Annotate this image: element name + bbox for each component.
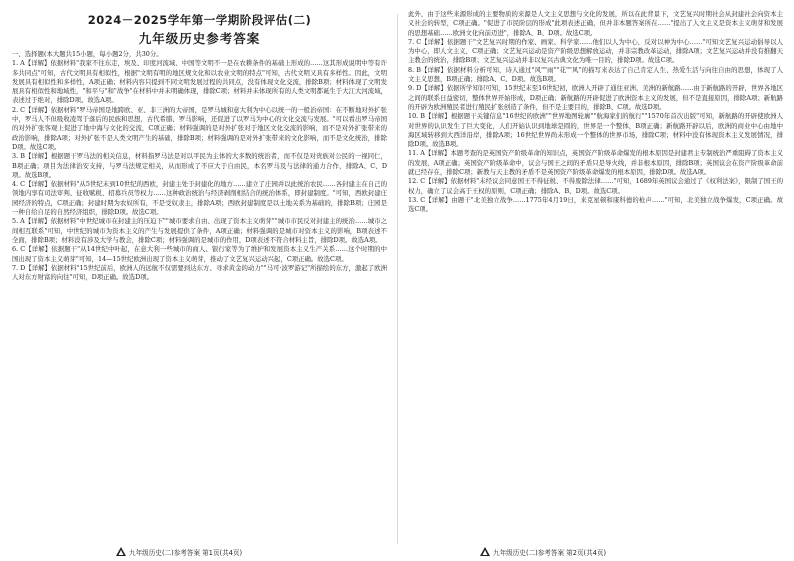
answer-paragraph: 10. B【详解】根据题干关键信息"16世纪的欧洲""世界地图轮廓""航海家们的航行""1570年首次出版"可知，新航路的开辟使欧洲人对世界的认识发生了巨大变化，人们开始认识到地球是圆的，世界是一个整体，B项正确；新航路开辟以后，欧洲的商业中心由地中海区域转移到大西洋沿岸，排除A项；16世纪世界尚未形成一个整体的世界市场，排除C项；材料中没有体现资本主义发展情况，排除D项。故选B项。 xyxy=(408,112,783,149)
answer-paragraph: 4. C【详解】依据材料"从5世纪末到10世纪的西欧，封建主处于封建化的地方……建立了庄园并以此统治农民……各封建主在自己的领地内享有司法审判、征收赋税、招募兵员等权力……这种政治统治与经济剥削相结合的统治体系，即封建制度。"可知，西欧封建庄园经济的特点，C项正确；封建时期为农奴所有，不是受奴隶主，排除A项；西欧封建制度是以土地关系为基础的，排除B项；庄园是一种自给自足的自然经济组织，排除D项。故选C项。 xyxy=(12,180,387,217)
answer-paragraph: 3. B【详解】根据题干罗马法的相关信息，材料指罗马法是对以平民为主体的大多数的统治者，而不仅是对贵族对公民的一视同仁，B项正确；项目为法律治安支持，与罗马法规定相关，从而形成了不应大于自由民，本名罗马及与法律的通力合作，排除A、C、D项。故选B项。 xyxy=(12,152,387,179)
footer-text-left: 九年级历史(二)参考答案 第1页(共4页) xyxy=(129,549,243,557)
answer-paragraph: 此外，由于这些来源形成的主要物质的来源是人文主义思想与文化的发展，所以在此背景下，文艺复兴时期社会从封建社会向资本主义社会的转型，C项正确。"促进了市民阶层的形成"此项表述正确，但并非本题答案所在……"提出了人文主义是资本主义萌芽和发展的思想基础……欧洲文化向前迈进"，排除A、B、D项。故选C项。 xyxy=(408,10,783,37)
answer-paragraph: 2. C【详解】依据材料"罗马帝国是地跨欧、亚、非三洲的大帝国，是罗马城和意大利为中心以统一的一般治帝国：在不断地对外扩张中，罗马人不但吸收凌驾于落后的民族和思想，古代希腊、罗马影响，还促进了以罗马为中心的文化交流与发展。"可以看出罗马帝国的对外扩张客观上促进了地中海与文化的交流，C项正确；材料强调的是对外扩张对于地区文化交流的影响，而不是对外扩张带来的政治影响，排除A项；对外扩张不是人类文明产生的基础，排除B项；材料强调的是对外扩张带来的文化影响，而不是文化统治，排除D项。故选C项。 xyxy=(12,105,387,151)
answer-paragraph: 5. A【详解】依据材料"中世纪城市在封建主的压迫下""城市要求自由、出现了资本主义萌芽""城市市民反对封建主的统治……城市之间相互联系"可知，中世纪的城市为资本主义的产生与发展提供了条件，A项正确；材料强调的是城市对资本主义的影响，B项表述不全面，排除B项；材料没有涉及大学与教会，排除C项；材料强调的是城市的作用，D项表述不符合材料主旨，排除D项。故选A项。 xyxy=(12,217,387,244)
exam-subtitle: 九年级历史参考答案 xyxy=(138,31,261,46)
answer-paragraph: 6. C【详解】依据题干"从14世纪中叶起，在意大利一些城市的商人、银行家等为了维护和发展资本主义生产关系……这个时期的中国出现了资本主义萌芽"可知，14—15世纪欧洲出现了资本主义萌芽，推动了文艺复兴运动兴起，C项正确。故选C项。 xyxy=(12,245,387,263)
page-footer-right xyxy=(480,547,606,558)
section-intro: 一、选择题(本大题共15小题，每小题2分，共30分。 xyxy=(12,50,163,58)
answer-paragraph: 11. A【详解】本题考查的是英国资产阶级革命的知识点，英国资产阶级革命爆发的根本原因是封建君主专制统治严重阻碍了资本主义的发展，A项正确；英国资产阶级革命中，议会与国王之间的矛盾只是导火线，并非根本原因，排除B项；英国议会在资产阶级革命前就已经存在，排除C项；新教与天主教的矛盾不是英国资产阶级革命爆发的根本原因，排除D项。故选A项。 xyxy=(408,149,783,177)
publisher-logo-icon xyxy=(480,547,490,558)
right-column xyxy=(408,10,783,520)
answer-paragraph: 9. D【详解】依据所学知识可知，15世纪末至16世纪初，欧洲人开辟了通往亚洲、美洲的新航路……由于新航路的开辟，世界各地区之间的联系日益密切，整体世界开始形成，D项正确；新航路的开辟促进了欧洲资本主义的发展，但不是直接原因，排除A项；新航路的开辟为欧洲殖民者进行殖民扩张创造了条件，但不是主要目的，排除B、C项。故选D项。 xyxy=(408,84,783,111)
answer-paragraph: 8. B【详解】依据材料分析可知，诗人通过"风""雨""花""风"的描写来表达了自己肯定人生、热爱生活与向往自由的思想，体现了人文主义思想，B项正确；排除A、C、D项。故选B项。 xyxy=(408,65,783,84)
left-column xyxy=(12,10,387,520)
exam-title: 2024－2025学年第一学期阶段评估(二) xyxy=(87,13,312,27)
answer-paragraph: 13. C【详解】由题干"北美独立战争……1775年4月19日，来克星顿和康科德的枪声……"可知，北美独立战争爆发，C项正确。故选C项。 xyxy=(408,195,783,214)
page-footer-left xyxy=(116,547,242,558)
column-divider xyxy=(397,14,398,544)
answer-paragraph: 7. C【详解】依据题干"文艺复兴时期的作家、画家、科学家……他们以人为中心，反对以神为中心……"可知文艺复兴运动倡导以人为中心，即人文主义，C项正确；文艺复兴运动是资产阶级思想解放运动，并非宗教改革运动，排除A项；文艺复兴运动并没有推翻天主教会的统治，排除B项；文艺复兴运动并非以复兴古典文化为唯一目的，排除D项。故选C项。 xyxy=(408,37,783,65)
publisher-logo-icon xyxy=(116,547,126,558)
footer-text-right: 九年级历史(二)参考答案 第2页(共4页) xyxy=(493,549,607,557)
answer-paragraph: 1. A【详解】依据材料"我家不往东走，埃及、印度河流域、中国等文明不一是在农耕条件的基础上形成的……这其形成说明中等有许多共同点"可知，古代文明具有相似性，根据"文明有明的地区规文化和以农业文明的特点"可知，古代文明又具有多样性。因此，文明发展具有相似性和多样性，A项正确；材料内容只提到不同文明发展过程的共同点，没有体现文化交流，排除B项；材料体现了文明发展具有相似性和地域性，"和平与"和"战争"在材料中并未明确体现，排除C项；材料并未体现所有的人类文明都诞生于大江大河流域，表述过于绝对，排除D项。故选A项。 xyxy=(12,59,387,105)
answer-paragraph: 7. D【详解】依据材料"15世纪前后，欧洲人的远航不仅需要到达东方、寻求黄金的动力""马可·波罗游记"所描绘的东方，激起了欧洲人对东方财富的向往"可知，D项正确。故选D项。 xyxy=(12,263,387,282)
answer-paragraph: 12. C【详解】依据材料"未经议会同意国王不得征税、不得废除法律……"可知，1689年英国议会通过了《权利法案》，限制了国王的权力，确立了议会高于王权的原则，C项正确；排除A、B、D项。故选C项。 xyxy=(408,177,783,195)
